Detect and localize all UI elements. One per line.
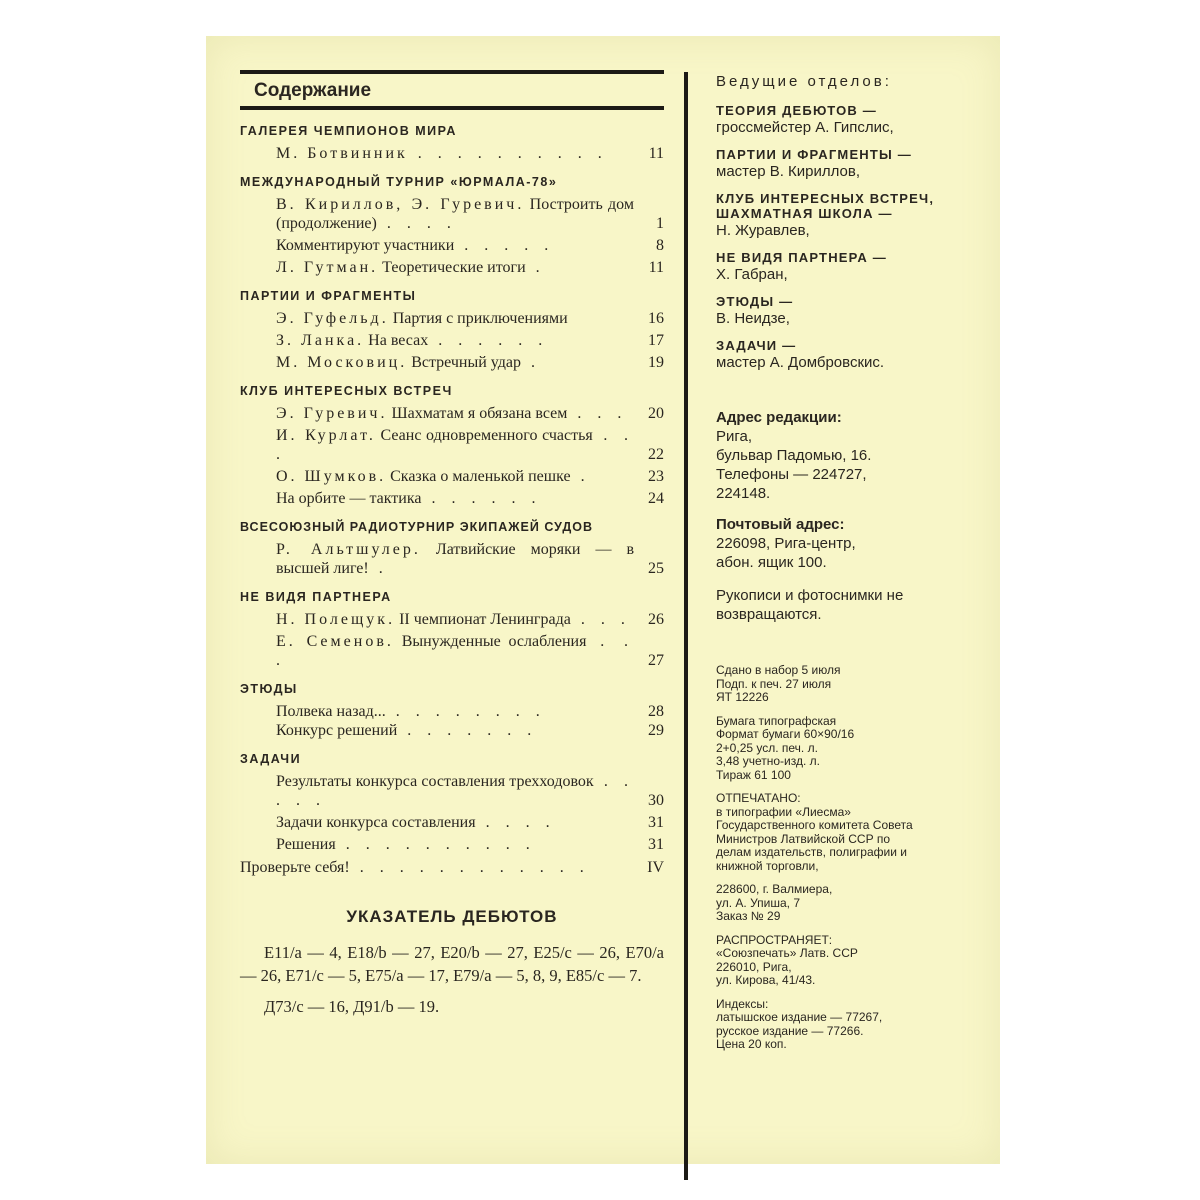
toc-entry: Полвека назад... . . . . . . . . 28 — [276, 703, 664, 720]
toc-section — [240, 752, 664, 854]
entry-title: II чемпионат Ленинграда — [399, 611, 571, 628]
entry-page: 8 — [656, 237, 664, 254]
imprint-line: 228600, г. Валмиера, — [716, 882, 833, 896]
editor-person: Н. Журавлев, — [716, 222, 810, 239]
postal-address — [716, 515, 986, 572]
entry-author: Э. Гуревич. — [276, 405, 388, 422]
entry-page: 26 — [648, 611, 664, 628]
entry-page: 11 — [648, 145, 664, 162]
entry-page: 16 — [648, 310, 664, 327]
toc-section — [240, 590, 664, 670]
manuscripts-note: Рукописи и фотоснимки не возвращаются. — [716, 587, 904, 623]
table-of-contents — [240, 70, 664, 1018]
section-heading: МЕЖДУНАРОДНЫЙ ТУРНИР «ЮРМАЛА-78» — [240, 175, 558, 189]
entry-page: 31 — [648, 836, 664, 853]
toc-section — [240, 682, 664, 740]
section-heading: ЭТЮДЫ — [240, 682, 298, 696]
entry-title: Шахматам я обязана всем — [391, 405, 568, 422]
imprint-line: Подп. к печ. 27 июля — [716, 676, 832, 691]
entry-page: 25 — [648, 560, 664, 577]
imprint-line: латышское издание — 77267, — [716, 1010, 883, 1024]
address-line: бульвар Падомью, 16. — [716, 447, 872, 464]
imprint-dates — [716, 664, 986, 705]
toc-entry: Л. Гутман. Теоретические итоги . 11 — [276, 259, 664, 276]
imprint-indexes — [716, 998, 986, 1052]
imprint-line: Сдано в набор 5 июля — [716, 663, 841, 677]
toc-entry: Е. Семенов. Вынужденные ослабления . . . 27 — [276, 633, 664, 669]
entry-author: Э. Гуфельд. — [276, 310, 389, 327]
entry-page: 11 — [648, 259, 664, 276]
imprint-line: в типографии «Лиесма» Государственного комитета Совета Министров Латвийской ССР по делам издательств, полиграфии и книжной торговли, — [716, 804, 913, 873]
imprint-line: Заказ № 29 — [716, 909, 781, 923]
entry-title: Комментируют участники — [276, 237, 455, 254]
imprint-distributor — [716, 934, 986, 988]
editor-entry — [716, 191, 986, 240]
entry-title: Проверьте себя! — [240, 859, 350, 876]
editor-person: В. Неидзе, — [716, 310, 790, 327]
imprint-line: ул. А. Упиша, 7 — [716, 895, 801, 910]
imprint-line: Бумага типографская — [716, 713, 837, 728]
imprint-line: РАСПРОСТРАНЯЕТ: — [716, 932, 833, 947]
editor-dept: ПАРТИИ И ФРАГМЕНТЫ — — [716, 147, 912, 162]
entry-title: Сказка о маленькой пешке — [390, 468, 571, 485]
imprint-line: ЯТ 12226 — [716, 690, 769, 704]
imprint-line: Формат бумаги 60×90/16 — [716, 727, 855, 741]
entry-title: Решения — [276, 836, 336, 853]
entry-page: 1 — [656, 215, 664, 232]
entry-author: О. Шумков. — [276, 468, 387, 485]
toc-entry: Конкурс решений . . . . . . . 29 — [276, 722, 664, 739]
imprint-line: Цена 20 коп. — [716, 1037, 787, 1051]
editor-entry — [716, 103, 986, 137]
title-rule — [240, 106, 664, 110]
imprint-line: 226010, Рига, — [716, 959, 792, 974]
toc-entry: М. Московиц. Встречный удар . 19 — [276, 354, 664, 371]
editor-person: Х. Габран, — [716, 266, 788, 283]
entry-title: Построить дом (продолжение) — [276, 196, 634, 232]
magazine-page — [206, 36, 1000, 1164]
editor-entry — [716, 294, 986, 328]
toc-section — [240, 384, 664, 508]
address-line: Телефоны — 224727, — [716, 466, 867, 483]
debut-index-line: Д73/c — 16, Д91/b — 19. — [264, 997, 440, 1016]
entry-title: Задачи конкурса составления — [276, 814, 476, 831]
imprint-line: Тираж 61 100 — [716, 767, 791, 782]
entry-author: Е. Семенов. — [276, 633, 394, 650]
entry-title: Партия с приключениями — [392, 310, 568, 327]
imprint-line: «Союзпечать» Латв. ССР — [716, 946, 858, 960]
editor-entry — [716, 147, 986, 181]
toc-entry: Результаты конкурса составления трехходовок . . . . . 30 — [276, 773, 664, 809]
toc-entry: И. Курлат. Сеанс одновременного счастья . . . 22 — [276, 427, 664, 463]
entry-title: На орбите — тактика — [276, 490, 422, 507]
imprint-line: ОТПЕЧАТАНО: — [716, 791, 801, 805]
editors-title: Ведущие отделов: — [716, 73, 892, 90]
toc-section — [240, 289, 664, 372]
address-head: Адрес редакции: — [716, 409, 842, 426]
entry-page: IV — [647, 859, 664, 876]
entry-title: На весах — [368, 332, 429, 349]
toc-entry: В. Кириллов, Э. Гуревич. Построить дом (продолжение) . . . . 1 — [276, 196, 664, 232]
debut-index-line: E11/a — 4, E18/b — 27, E20/b — 27, E25/c — 26, E70/a — 26, E71/c — 5, E75/a — 17, E79/a — 5, 8, 9, E85/c — 7. — [240, 943, 664, 985]
editor-dept: ЗАДАЧИ — — [716, 338, 797, 353]
editor-dept: ТЕОРИЯ ДЕБЮТОВ — — [716, 103, 877, 118]
toc-section — [240, 124, 664, 163]
entry-title: Конкурс решений — [276, 722, 398, 739]
section-heading: ЗАДАЧИ — [240, 752, 302, 766]
entry-title: Теоретические итоги — [382, 259, 526, 276]
editor-entry — [716, 250, 986, 284]
entry-page: 30 — [648, 792, 664, 809]
entry-page: 19 — [648, 354, 664, 371]
section-heading: ГАЛЕРЕЯ ЧЕМПИОНОВ МИРА — [240, 124, 457, 138]
entry-page: 29 — [648, 722, 664, 739]
editor-dept: ЭТЮДЫ — — [716, 294, 794, 309]
entry-title: Вынужденные ослабления — [401, 633, 587, 650]
toc-entry: На орбите — тактика . . . . . . 24 — [276, 490, 664, 507]
entry-page: 28 — [648, 703, 664, 720]
entry-page: 23 — [648, 468, 664, 485]
imprint-line: ул. Кирова, 41/43. — [716, 973, 816, 987]
editor-person: мастер А. Домбровскис. — [716, 354, 885, 371]
entry-author: М. Московиц. — [276, 354, 408, 371]
entry-title: Латвийские моряки — в высшей лиге! — [276, 541, 635, 577]
imprint-line: 3,48 учетно-изд. л. — [716, 754, 820, 768]
entry-title: Встречный удар — [411, 354, 522, 371]
imprint — [716, 664, 986, 1052]
section-heading: НЕ ВИДЯ ПАРТНЕРА — [240, 590, 392, 604]
editor-person: мастер В. Кириллов, — [716, 163, 861, 180]
toc-entry-final: Проверьте себя! . . . . . . . . . . . . IV — [240, 859, 664, 876]
entry-author: Н. Полещук. — [276, 611, 396, 628]
entry-author: Р. Альтшулер. — [276, 541, 421, 558]
address-line: Рига, — [716, 428, 753, 445]
toc-entry — [240, 309, 664, 328]
imprint-printer-address — [716, 883, 986, 924]
toc-title: Содержание — [254, 80, 372, 101]
entry-title: Полвека назад... — [276, 703, 386, 720]
entry-author: Л. Гутман. — [276, 259, 379, 276]
entry-title: Результаты конкурса составления трехходовок — [276, 773, 594, 790]
entry-page: 31 — [648, 814, 664, 831]
toc-section — [240, 175, 664, 277]
editor-dept: НЕ ВИДЯ ПАРТНЕРА — — [716, 250, 887, 265]
entry-author: З. Ланка. — [276, 332, 365, 349]
toc-entry: Р. Альтшулер. Латвийские моряки — в высшей лиге! . 25 — [276, 541, 664, 577]
masthead-column — [716, 72, 986, 1052]
entry-author: В. Кириллов, Э. Гуревич. — [276, 196, 525, 213]
debut-index-title: УКАЗАТЕЛЬ ДЕБЮТОВ — [346, 907, 558, 926]
entry-author: М. Ботвинник — [276, 145, 408, 162]
imprint-paper — [716, 715, 986, 783]
entry-title: Сеанс одновременного счастья — [380, 427, 593, 444]
section-heading: ПАРТИИ И ФРАГМЕНТЫ — [240, 289, 417, 303]
postal-head: Почтовый адрес: — [716, 516, 845, 533]
editorial-address — [716, 408, 986, 503]
entry-page: 24 — [648, 490, 664, 507]
toc-entry: Э. Гуревич. Шахматам я обязана всем . . . 20 — [276, 405, 664, 422]
toc-entry: Комментируют участники . . . . . 8 — [276, 237, 664, 254]
entry-page: 20 — [648, 405, 664, 422]
entry-page: 17 — [648, 332, 664, 349]
column-divider — [684, 72, 688, 1180]
imprint-line: Индексы: — [716, 996, 769, 1011]
imprint-line: русское издание — 77266. — [716, 1023, 864, 1038]
toc-entry: М. Ботвинник . . . . . . . . . . 11 — [276, 145, 664, 162]
section-heading: ВСЕСОЮЗНЫЙ РАДИОТУРНИР ЭКИПАЖЕЙ СУДОВ — [240, 520, 593, 534]
imprint-printer — [716, 792, 926, 873]
address-line: 224148. — [716, 485, 771, 502]
toc-section — [240, 520, 664, 578]
editor-entry — [716, 338, 986, 372]
toc-entry: Н. Полещук. II чемпионат Ленинграда . . . 26 — [276, 611, 664, 628]
imprint-line: 2+0,25 усл. печ. л. — [716, 740, 818, 755]
postal-line: 226098, Рига-центр, — [716, 535, 856, 552]
entry-page: 22 — [648, 446, 664, 463]
entry-author: И. Курлат. — [276, 427, 376, 444]
toc-entry: О. Шумков. Сказка о маленькой пешке . 23 — [276, 468, 664, 485]
toc-entry: Решения . . . . . . . . . . 31 — [276, 836, 664, 853]
postal-line: абон. ящик 100. — [716, 554, 827, 571]
editor-person: гроссмейстер А. Гипслис, — [716, 119, 894, 136]
toc-entry: Задачи конкурса составления . . . . 31 — [276, 814, 664, 831]
entry-page: 27 — [648, 652, 664, 669]
editor-dept: КЛУБ ИНТЕРЕСНЫХ ВСТРЕЧ, ШАХМАТНАЯ ШКОЛА — — [716, 191, 935, 221]
section-heading: КЛУБ ИНТЕРЕСНЫХ ВСТРЕЧ — [240, 384, 453, 398]
toc-entry: З. Ланка. На весах . . . . . . 17 — [276, 332, 664, 349]
